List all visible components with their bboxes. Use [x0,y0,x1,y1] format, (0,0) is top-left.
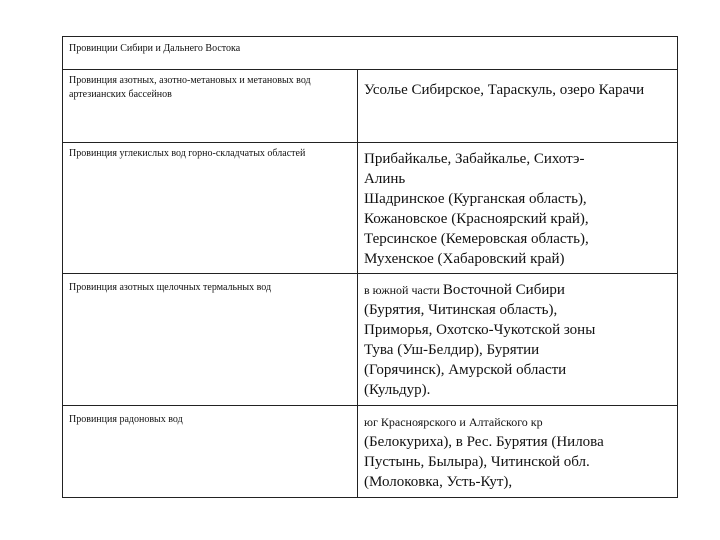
places-prefix: в южной части [364,283,443,297]
table-header-row [63,37,678,70]
places-text: (Белокуриха), в Рес. Бурятия (Нилова Пустынь, Былыра), Читинской обл. (Молоковка, Усть-Кут), [364,434,604,490]
province-name: Провинция радоновых вод [63,406,358,498]
provinces-table [62,36,678,498]
province-places [358,70,678,143]
table-row [63,70,678,143]
table-row [63,274,678,406]
province-name: Провинция азотных щелочных термальных вод [63,274,358,406]
province-places [358,143,678,274]
table-title: Провинции Сибири и Дальнего Востока [63,37,678,70]
table-row [63,143,678,274]
places-text: Усолье Сибирское, Тараскуль, озеро Карачи [364,82,645,98]
places-prefix: юг Красноярского и Алтайского кр [364,415,543,429]
province-places [358,406,678,498]
province-places [358,274,678,406]
places-text: Восточной Сибири (Бурятия, Читинская область), Приморья, Охотско-Чукотской зоны Тува (Уш-Белдир), Бурятии (Горячинск), Амурской области (Кульдур). [364,282,596,398]
province-name: Провинция углекислых вод горно-складчатых областей [63,143,358,274]
table-row [63,406,678,498]
province-name: Провинция азотных, азотно-метановых и метановых вод артезианских бассейнов [63,70,358,143]
places-text: Прибайкалье, Забайкалье, Сихотэ- Алинь Шадринское (Курганская область), Кожановское (Красноярский край), Терсинское (Кемеровская область), Мухенское (Хабаровский край) [364,151,589,267]
